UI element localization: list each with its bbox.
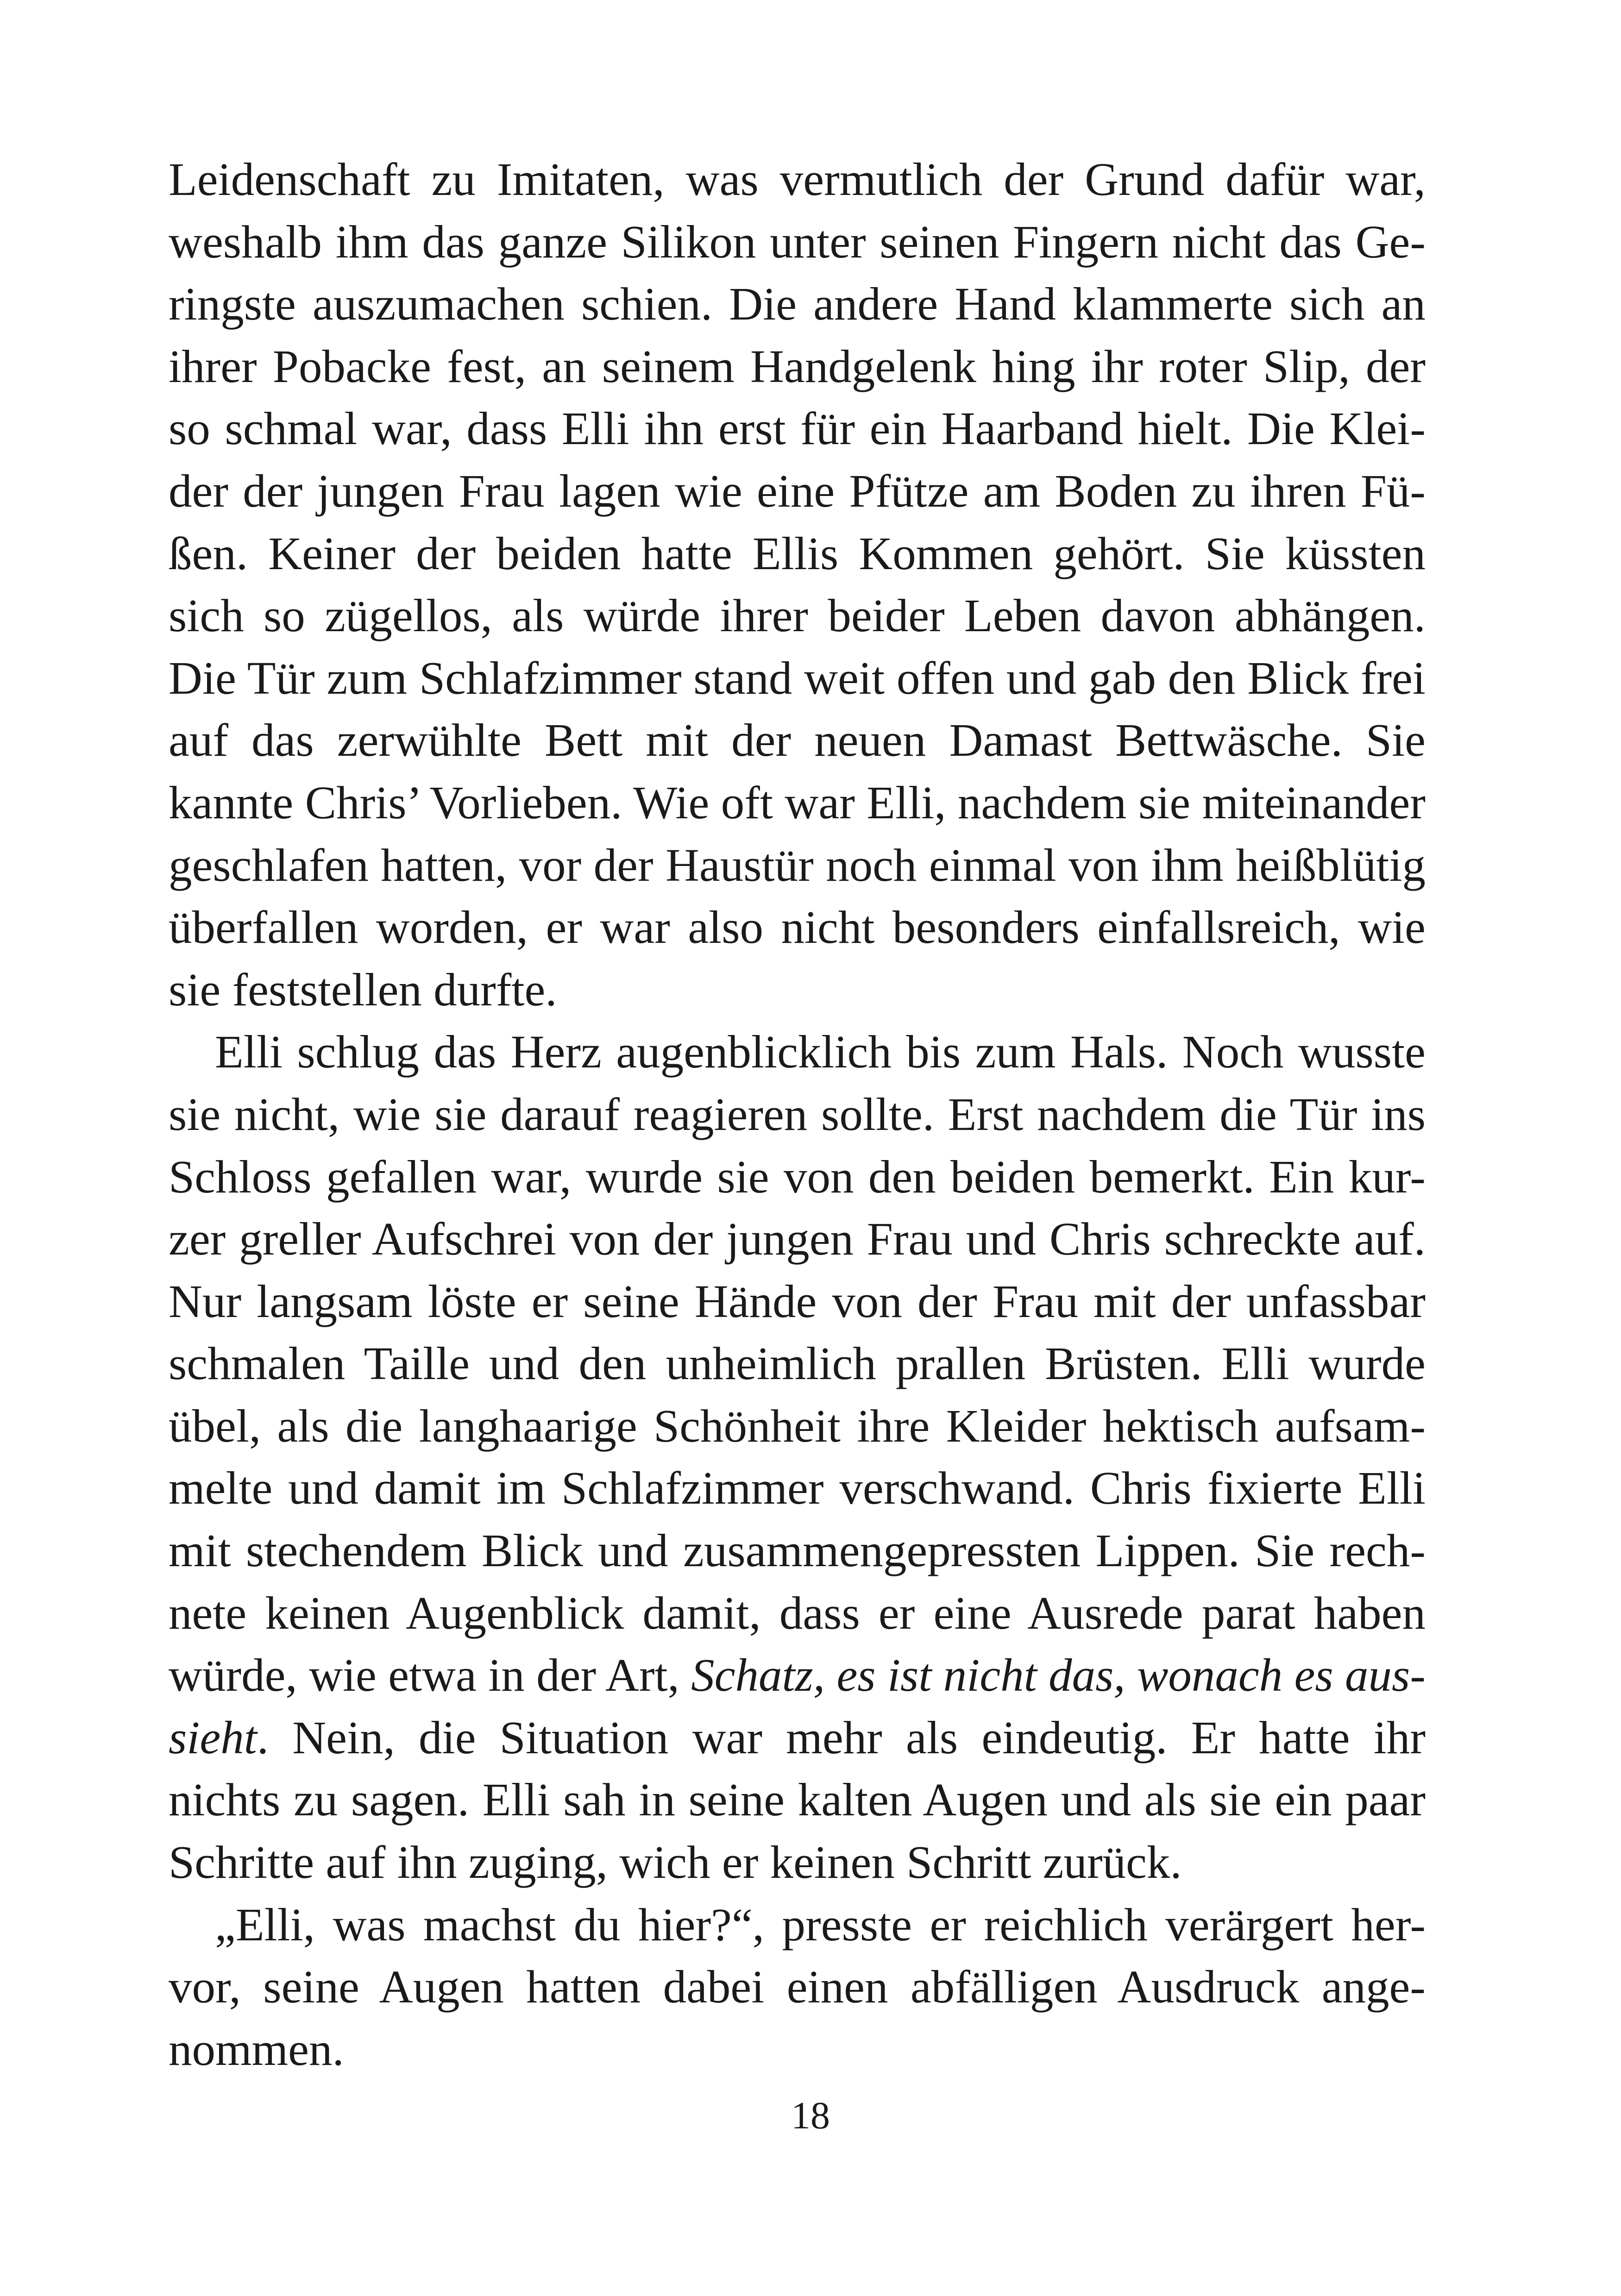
body-text — [169, 148, 1426, 2080]
text-line: Schritte auf ihn zuging, wich er keinen Schritt zurück. — [169, 1836, 1182, 1888]
paragraph-1 — [169, 148, 1426, 1021]
text-line: sie feststellen durfte. — [169, 963, 557, 1016]
text-line: vor, seine Augen hatten dabei einen abfälligen Ausdruck ange- — [169, 1961, 1426, 2013]
text-line: überfallen worden, er war also nicht besonders einfallsreich, wie — [169, 901, 1426, 954]
italic-quote: sieht — [169, 1711, 257, 1763]
text-line-mixed — [169, 1644, 1426, 1706]
text-line: melte und damit im Schlafzimmer verschwand. Chris fixierte Elli — [169, 1462, 1426, 1514]
text-line: „Elli, was machst du hier?“, presste er reichlich verärgert her- — [215, 1898, 1426, 1951]
text-line: nommen. — [169, 2023, 344, 2075]
text-line: Leidenschaft zu Imitaten, was vermutlich der Grund dafür war, — [169, 153, 1426, 205]
text-line: sich so zügellos, als würde ihrer beider Leben davon abhängen. — [169, 590, 1426, 642]
text-line: geschlafen hatten, vor der Haustür noch einmal von ihm heißblütig — [169, 839, 1426, 891]
text-line: übel, als die langhaarige Schönheit ihre Kleider hektisch aufsam- — [169, 1399, 1426, 1452]
text-line: ßen. Keiner der beiden hatte Ellis Kommen gehört. Sie küssten — [169, 527, 1426, 579]
text-line: mit stechendem Blick und zusammengepressten Lippen. Sie rech- — [169, 1524, 1426, 1577]
paragraph-2 — [169, 1021, 1426, 1893]
text-line: ringste auszumachen schien. Die andere Hand klammerte sich an — [169, 278, 1426, 330]
text-line: ihrer Pobacke fest, an seinem Handgelenk hing ihr roter Slip, der — [169, 340, 1426, 392]
text-line: zer greller Aufschrei von der jungen Frau und Chris schreckte auf. — [169, 1213, 1426, 1265]
text-line: sie nicht, wie sie darauf reagieren sollte. Erst nachdem die Tür ins — [169, 1088, 1426, 1140]
italic-quote: Schatz, es ist nicht das, wonach es aus- — [691, 1649, 1426, 1701]
text-line: auf das zerwühlte Bett mit der neuen Damast Bettwäsche. Sie — [169, 714, 1426, 766]
text-line: Elli schlug das Herz augenblicklich bis zum Hals. Noch wusste — [215, 1026, 1426, 1078]
text-run: . Nein, die Situation war mehr als eindeutig. Er hatte ihr — [257, 1711, 1426, 1763]
text-run: würde, wie etwa in der Art, — [169, 1649, 691, 1701]
paragraph-3 — [169, 1894, 1426, 2081]
text-line: Die Tür zum Schlafzimmer stand weit offen und gab den Blick frei — [169, 652, 1426, 704]
page-number: 18 — [791, 2094, 830, 2137]
text-line: kannte Chris’ Vorlieben. Wie oft war Elli, nachdem sie miteinander — [169, 776, 1426, 828]
text-line: so schmal war, dass Elli ihn erst für ein Haarband hielt. Die Klei- — [169, 402, 1426, 455]
text-line: weshalb ihm das ganze Silikon unter seinen Fingern nicht das Ge- — [169, 215, 1426, 268]
text-line: Nur langsam löste er seine Hände von der Frau mit der unfassbar — [169, 1275, 1426, 1327]
text-line: schmalen Taille und den unheimlich prallen Brüsten. Elli wurde — [169, 1337, 1426, 1390]
text-line-mixed — [169, 1706, 1426, 1769]
text-line: nete keinen Augenblick damit, dass er eine Ausrede parat haben — [169, 1587, 1426, 1639]
text-line: Schloss gefallen war, wurde sie von den beiden bemerkt. Ein kur- — [169, 1150, 1426, 1203]
text-line: der der jungen Frau lagen wie eine Pfütze am Boden zu ihren Fü- — [169, 464, 1426, 517]
text-line: nichts zu sagen. Elli sah in seine kalten Augen und als sie ein paar — [169, 1774, 1426, 1826]
